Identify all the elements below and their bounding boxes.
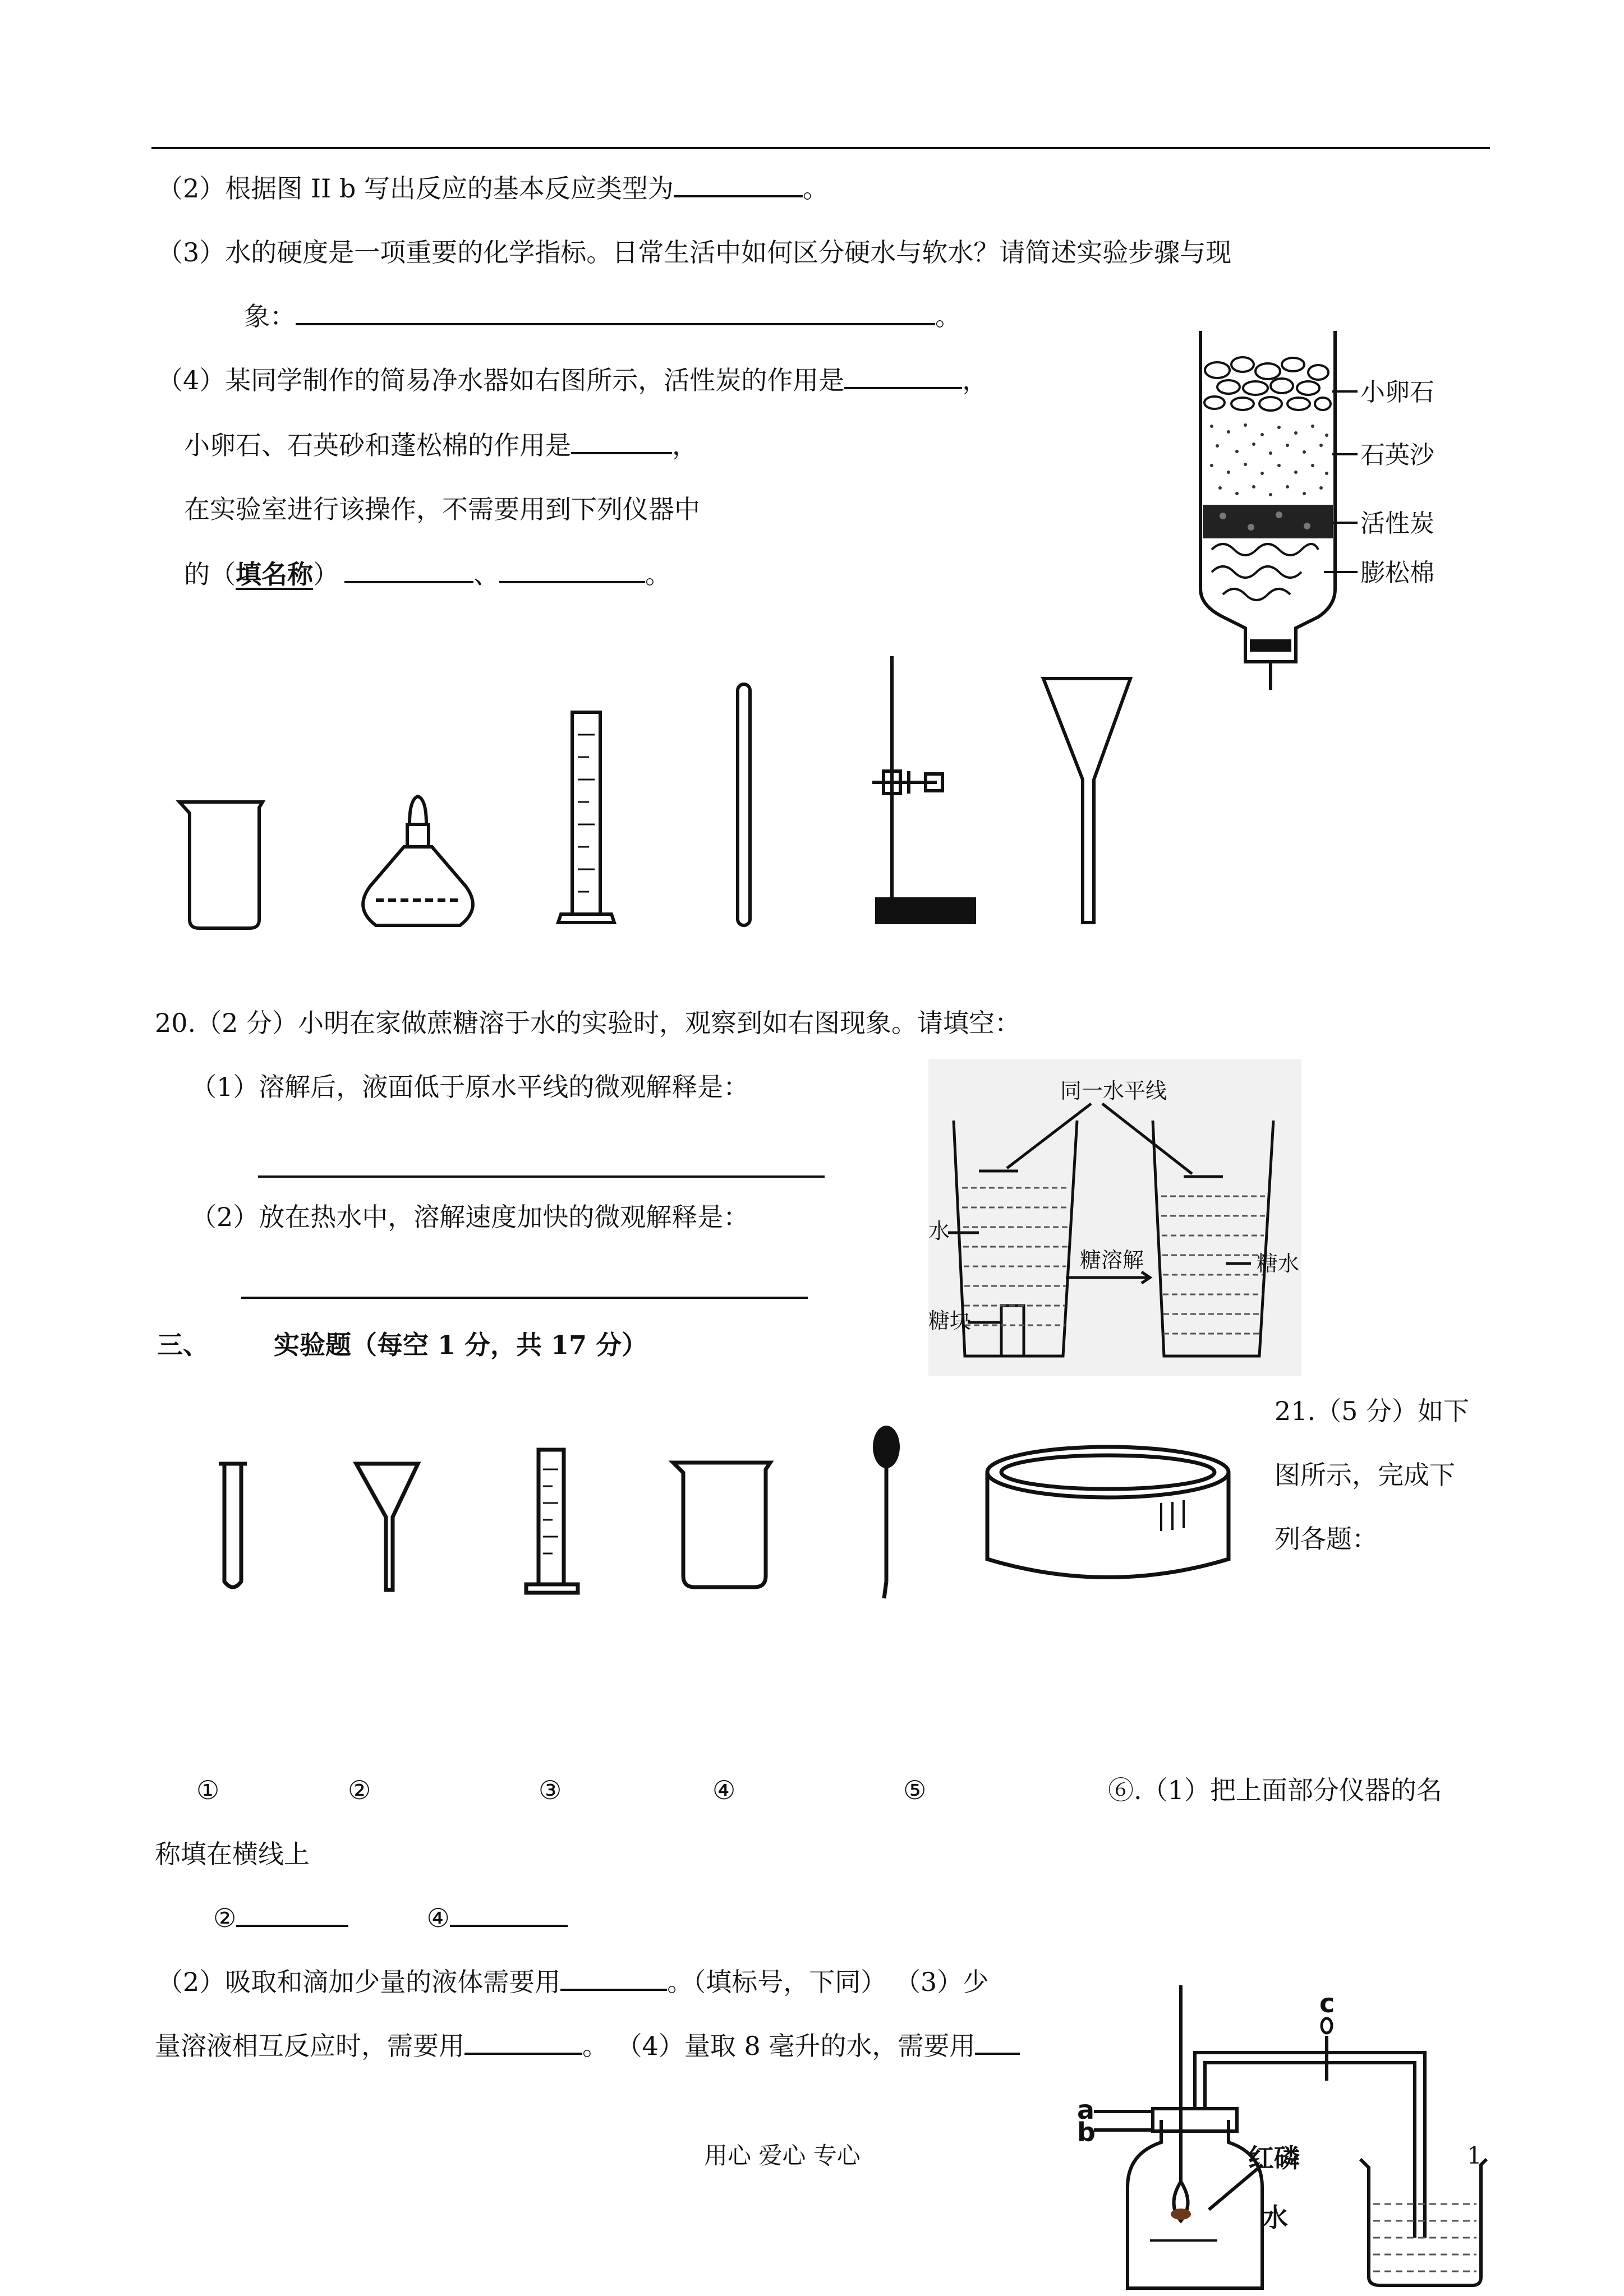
q21-fill-line — [213, 1902, 568, 1934]
glass-rod-icon — [738, 684, 750, 925]
q21-num-5: ⑤ — [903, 1775, 927, 1805]
section3-title: 实验题（每空 1 分，共 17 分） — [274, 1330, 648, 1360]
q21-part2-tail: 。（填标号，下同） （3）少 — [667, 1967, 989, 1997]
funnel-icon — [1043, 679, 1130, 923]
q19-part2-text: （2）根据图 II b 写出反应的基本反应类型为 — [157, 173, 674, 204]
q21-part1-text: .（1）把上面部分仪器的名 — [1134, 1775, 1442, 1805]
q19-part4-line1 — [157, 365, 988, 396]
alcohol-lamp-icon — [363, 796, 473, 925]
q20-title: 20.（2 分）小明在家做蔗糖溶于水的实验时，观察到如右图现象。请填空： — [155, 1008, 1021, 1038]
q21-side-line3: 列各题： — [1275, 1524, 1378, 1554]
answer-line[interactable] — [241, 1297, 808, 1299]
answer-blank[interactable] — [674, 173, 803, 197]
q21-part2 — [157, 1966, 988, 1998]
apparatus-label-c: c — [1319, 1988, 1335, 2018]
label-water: 水 — [928, 1219, 950, 1243]
q20-part1: （1）溶解后，液面低于原水平线的微观解释是： — [191, 1072, 749, 1102]
punct: 、 — [473, 559, 499, 589]
q19-part3-line1: （3）水的硬度是一项重要的化学指标。日常生活中如何区分硬水与软水？请简述实验步骤与现 — [157, 237, 1232, 268]
q21-num-6: ⑥ — [1108, 1775, 1134, 1805]
filter-label-carbon: 活性炭 — [1360, 509, 1434, 538]
iron-stand-icon — [872, 656, 942, 897]
answer-blank[interactable] — [450, 1902, 568, 1927]
label-same-level: 同一水平线 — [1060, 1078, 1167, 1103]
section3-number: 三、 — [157, 1330, 209, 1360]
q19-part2 — [157, 173, 829, 204]
answer-blank[interactable] — [975, 2030, 1020, 2055]
funnel-icon-2 — [356, 1464, 418, 1590]
q20-part2: （2）放在热水中，溶解速度加快的微观解释是： — [191, 1202, 749, 1232]
dropper-icon — [884, 1464, 886, 1598]
apparatus-label-phosphorus: 红磷 — [1248, 2143, 1300, 2173]
answer-blank[interactable] — [560, 1966, 667, 1991]
q21-part3-tail: 。 （4）量取 8 毫升的水，需要用 — [582, 2031, 976, 2061]
q21-part3-text: 量溶液相互反应时，需要用 — [155, 2031, 464, 2061]
fill-name-emphasis: 填名称 — [236, 559, 313, 589]
answer-blank[interactable] — [236, 1902, 348, 1927]
beaker-icon-2 — [673, 1463, 770, 1587]
evaporating-dish-icon — [987, 1447, 1229, 1578]
punct: ， — [672, 430, 698, 460]
red-phosphorus-apparatus — [1077, 1974, 1503, 2296]
q21-part1-line2: 称填在横线上 — [155, 1839, 310, 1869]
instruments-row-2 — [208, 1419, 1240, 1598]
answer-blank[interactable] — [344, 559, 473, 583]
q19-part4-line3: 在实验室进行该操作，不需要用到下列仪器中 — [184, 494, 700, 524]
punct: ， — [962, 365, 988, 395]
fill-label-2: ② — [213, 1903, 237, 1933]
filter-label-sand: 石英沙 — [1360, 441, 1434, 469]
apparatus-label-b: b — [1077, 2117, 1096, 2147]
test-tube-icon — [219, 1464, 247, 1587]
label-dissolve: 糖溶解 — [1080, 1248, 1144, 1273]
q19-part4-text: （4）某同学制作的简易净水器如右图所示，活性炭的作用是 — [157, 365, 845, 395]
filter-label-cotton: 膨松棉 — [1360, 559, 1434, 587]
answer-blank[interactable] — [296, 301, 935, 325]
water-filter-figure — [1189, 325, 1481, 695]
page-number: 1 — [1467, 2142, 1482, 2169]
q21-num-4: ④ — [712, 1775, 736, 1805]
q21-num-2: ② — [348, 1775, 371, 1805]
answer-blank[interactable] — [571, 430, 672, 454]
label-sugar-block: 糖块 — [928, 1308, 972, 1333]
q19-part4-line2 — [184, 430, 698, 461]
apparatus-label-water: 水 — [1262, 2202, 1288, 2233]
punct: ） — [313, 559, 339, 589]
answer-line[interactable] — [258, 1175, 825, 1178]
q21-side-line2: 图所示，完成下 — [1275, 1460, 1455, 1490]
graduated-cylinder-icon — [558, 712, 614, 923]
answer-blank[interactable] — [464, 2030, 582, 2055]
q21-part2-text: （2）吸取和滴加少量的液体需要用 — [157, 1967, 561, 1997]
answer-blank[interactable] — [499, 559, 645, 583]
graduated-cylinder-icon-2 — [526, 1450, 578, 1593]
punct: 。 — [935, 301, 961, 331]
q19-part4-line4 — [184, 559, 671, 590]
q21-num-3: ③ — [539, 1775, 562, 1805]
q19-part3-line2 — [244, 301, 961, 332]
fill-label-4: ④ — [426, 1903, 450, 1933]
apparatus-label-a: a — [1077, 2095, 1095, 2125]
q21-part1 — [1108, 1774, 1442, 1806]
q21-part3 — [155, 2030, 1020, 2062]
sugar-dissolve-figure — [928, 1059, 1301, 1376]
q19-part4-text4a: 的（ — [184, 559, 236, 589]
q21-side-line1: 21.（5 分）如下 — [1275, 1396, 1470, 1426]
punct: 。 — [645, 559, 671, 589]
footer-center: 用心 爱心 专心 — [704, 2142, 861, 2169]
label-sugar-water: 糖水 — [1257, 1251, 1300, 1276]
punct: 。 — [802, 173, 829, 204]
q21-num-1: ① — [196, 1775, 220, 1805]
beaker-icon — [180, 802, 263, 928]
instruments-row-1 — [168, 645, 1156, 937]
q19-part3-label: 象： — [244, 301, 296, 331]
q19-part4-text2: 小卵石、石英砂和蓬松棉的作用是 — [184, 430, 571, 460]
header-rule — [151, 147, 1490, 149]
answer-blank[interactable] — [844, 365, 962, 389]
filter-label-pebble: 小卵石 — [1360, 378, 1434, 407]
